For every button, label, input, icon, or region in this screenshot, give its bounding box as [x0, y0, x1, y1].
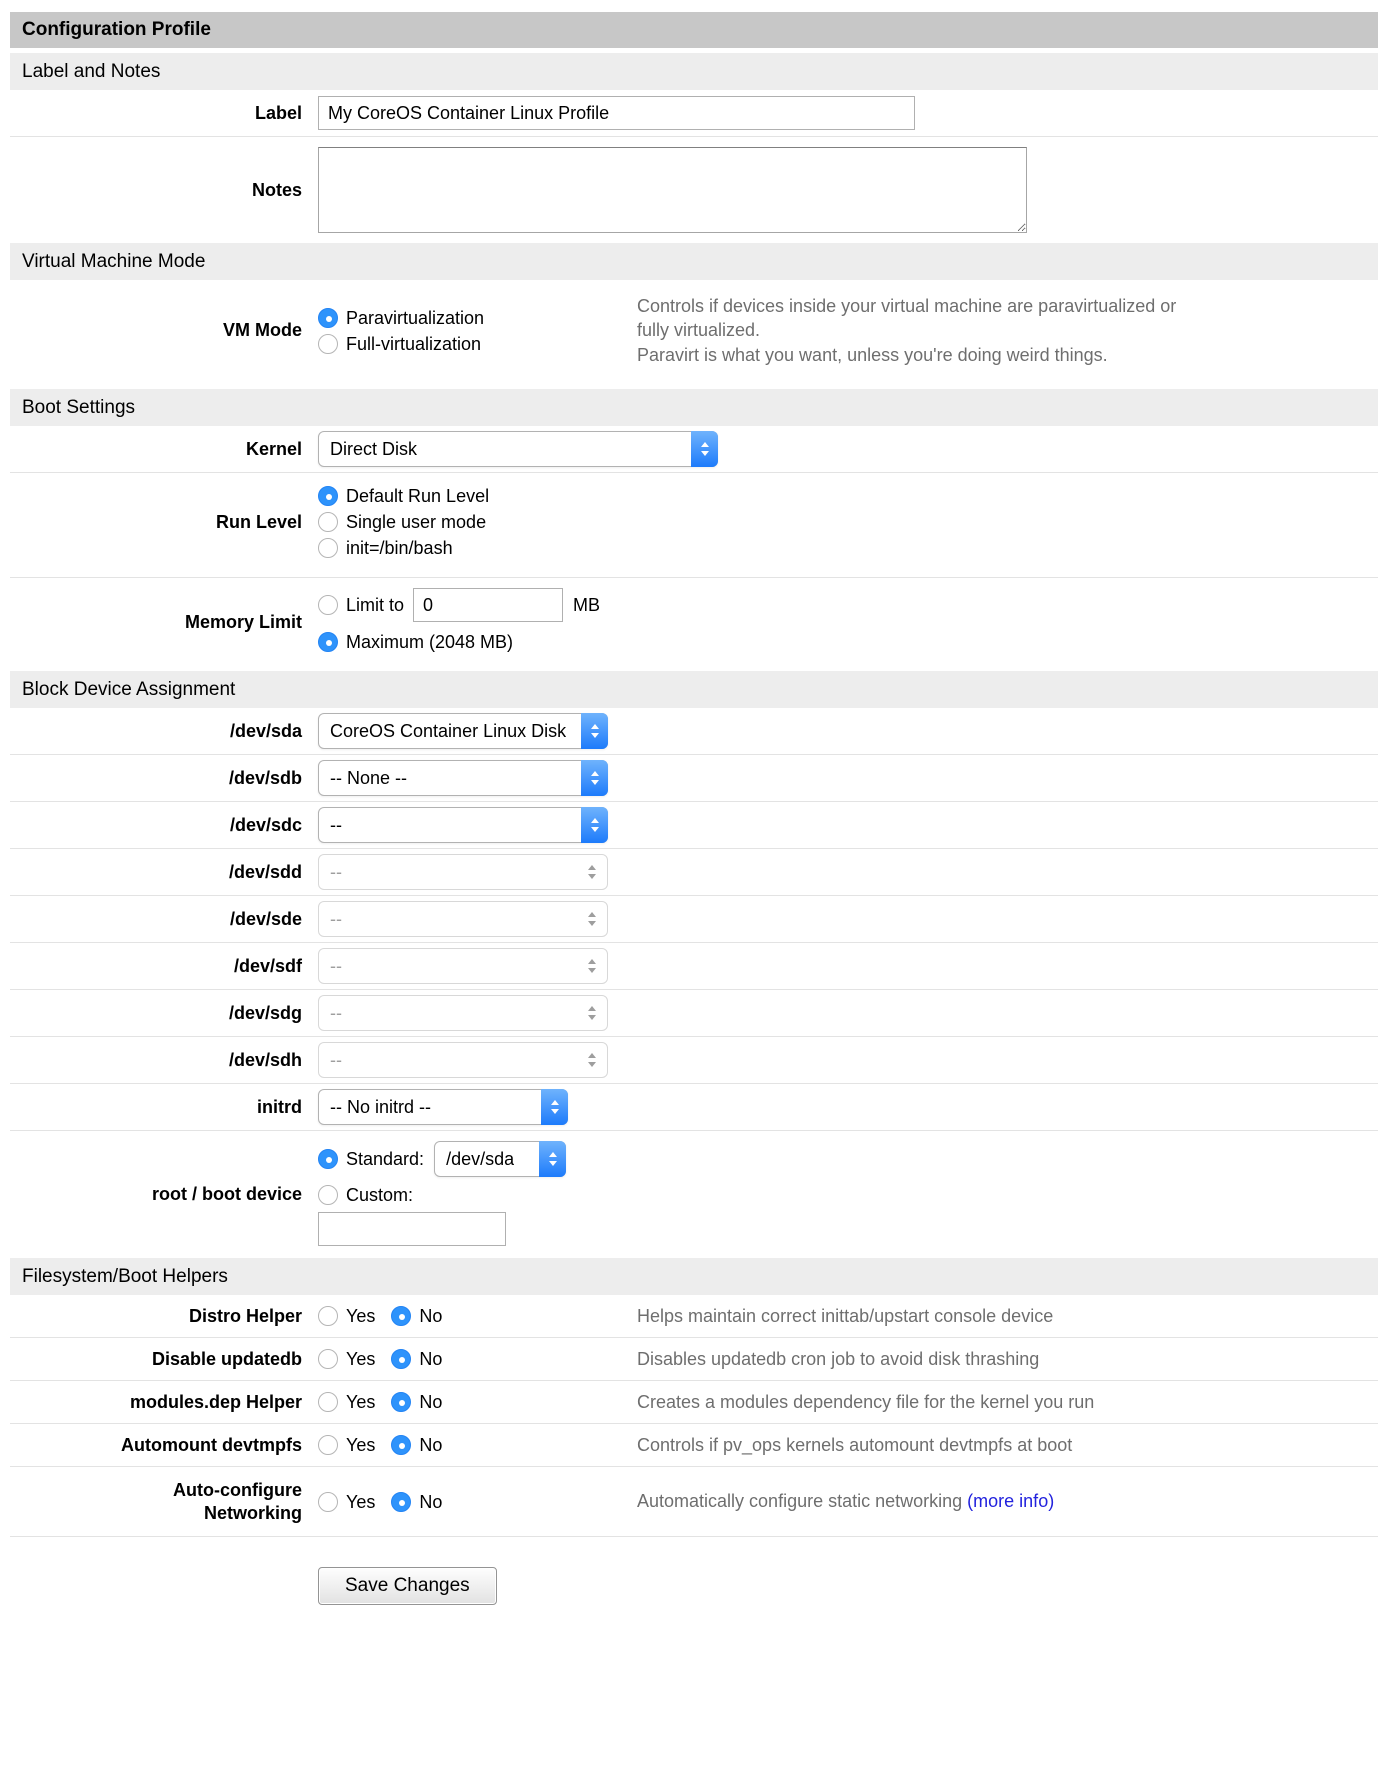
dev-sdh-row	[10, 1037, 1378, 1084]
run-level-single-user-option[interactable]	[318, 509, 486, 535]
dev-sdb-label: /dev/sdb	[228, 768, 302, 789]
notes-row	[10, 137, 1378, 243]
modules-dep-helper-row	[10, 1381, 1378, 1424]
auto-configure-networking-row	[10, 1467, 1378, 1537]
dev-sdc-select[interactable]	[318, 807, 608, 843]
option-label: No	[419, 1491, 443, 1512]
dev-sdc-row	[10, 802, 1378, 849]
root-boot-device-row	[10, 1131, 1378, 1258]
option-label: Yes	[346, 1392, 376, 1413]
option-label: Maximum (2048 MB)	[346, 632, 514, 653]
run-level-row	[10, 473, 1378, 578]
vm-mode-full-virtualization-radio[interactable]	[318, 334, 338, 354]
kernel-select-value: Direct Disk	[330, 438, 418, 459]
automount-devtmpfs-no-option[interactable]	[391, 1432, 442, 1458]
custom-root-device-input[interactable]	[318, 1212, 506, 1246]
vm-mode-paravirtualization-option[interactable]	[318, 305, 484, 331]
dev-sdf-row	[10, 943, 1378, 990]
dev-sdd-select-value: --	[330, 861, 342, 882]
dev-sdd-label: /dev/sdd	[228, 862, 302, 883]
dev-sdd-row	[10, 849, 1378, 896]
automount-devtmpfs-help-text: Controls if pv_ops kernels automount devtmpfs at boot	[637, 1434, 1073, 1455]
option-label: Limit to	[346, 595, 405, 616]
dev-sda-select-value: CoreOS Container Linux Disk	[330, 720, 567, 741]
modules-dep-helper-label: modules.dep Helper	[129, 1392, 302, 1413]
option-label: Yes	[346, 1435, 376, 1456]
label-field-label: Label	[254, 102, 302, 123]
dev-sdb-row	[10, 755, 1378, 802]
kernel-select[interactable]	[318, 431, 718, 467]
dev-sdh-select	[318, 1042, 608, 1078]
option-label: Full-virtualization	[346, 333, 482, 354]
dev-sda-select[interactable]	[318, 713, 608, 749]
standard-device-select[interactable]	[434, 1141, 566, 1177]
save-changes-button[interactable]: Save Changes	[318, 1567, 497, 1605]
automount-devtmpfs-yes-radio[interactable]	[318, 1435, 338, 1455]
dev-sdh-label: /dev/sdh	[228, 1050, 302, 1071]
option-label: Yes	[346, 1306, 376, 1327]
modules-dep-yes-radio[interactable]	[318, 1392, 338, 1412]
dev-sda-row	[10, 708, 1378, 755]
dev-sdg-select-value: --	[330, 1002, 342, 1023]
vm-mode-label: VM Mode	[223, 320, 302, 341]
option-label: Paravirtualization	[346, 307, 485, 328]
label-row	[10, 90, 1378, 137]
chevron-up-down-icon	[581, 807, 608, 843]
section-heading-label-and-notes: Label and Notes	[10, 53, 1378, 90]
disable-updatedb-label: Disable updatedb	[151, 1349, 302, 1370]
page-title: Configuration Profile	[10, 12, 1378, 48]
option-label: init=/bin/bash	[346, 538, 453, 559]
dev-sdc-select-value: --	[330, 814, 342, 835]
memory-limit-unit: MB	[573, 594, 601, 615]
distro-helper-yes-option[interactable]	[318, 1303, 375, 1329]
chevron-up-down-icon	[584, 902, 600, 936]
dev-sdf-label: /dev/sdf	[233, 956, 302, 977]
dev-sdf-select-value: --	[330, 955, 342, 976]
modules-dep-help-text: Creates a modules dependency file for the kernel you run	[637, 1391, 1095, 1412]
option-label: Yes	[346, 1491, 376, 1512]
dev-sdh-select-value: --	[330, 1049, 342, 1070]
help-line: Controls if devices inside your virtual machine are paravirtualized or fully virtualized.	[637, 296, 1177, 341]
auto-configure-networking-help-text	[637, 1491, 1182, 1513]
initrd-label: initrd	[257, 1097, 302, 1118]
help-line: Automatically configure static networking	[637, 1491, 963, 1512]
option-label: Single user mode	[346, 512, 487, 533]
save-row	[10, 1537, 1378, 1611]
automount-devtmpfs-label: Automount devtmpfs	[121, 1435, 302, 1456]
section-heading-filesystem-boot-helpers: Filesystem/Boot Helpers	[10, 1258, 1378, 1295]
dev-sde-row	[10, 896, 1378, 943]
dev-sde-label: /dev/sde	[229, 909, 302, 930]
section-heading-virtual-machine-mode: Virtual Machine Mode	[10, 243, 1378, 280]
kernel-row	[10, 426, 1378, 473]
notes-field-label: Notes	[251, 179, 302, 200]
distro-helper-help-text: Helps maintain correct inittab/upstart console device	[637, 1305, 1054, 1326]
dev-sdb-select-value: -- None --	[330, 767, 408, 788]
dev-sdb-select[interactable]	[318, 760, 608, 796]
distro-helper-no-radio[interactable]	[391, 1306, 411, 1326]
automount-devtmpfs-yes-option[interactable]	[318, 1432, 375, 1458]
option-label: Default Run Level	[346, 486, 490, 507]
memory-limit-to-option[interactable]	[318, 592, 404, 618]
option-label: No	[419, 1435, 443, 1456]
run-level-single-user-radio[interactable]	[318, 512, 338, 532]
option-label: No	[419, 1306, 443, 1327]
root-boot-device-label: root / boot device	[151, 1183, 302, 1204]
memory-limit-input[interactable]	[413, 588, 563, 622]
more-info-link[interactable]: (more info)	[967, 1491, 1055, 1512]
section-heading-boot-settings: Boot Settings	[10, 389, 1378, 426]
kernel-label: Kernel	[245, 439, 302, 460]
disable-updatedb-yes-radio[interactable]	[318, 1349, 338, 1369]
option-label: No	[419, 1392, 443, 1413]
root-custom-option[interactable]	[318, 1182, 413, 1208]
modules-dep-no-radio[interactable]	[391, 1392, 411, 1412]
dev-sdg-label: /dev/sdg	[228, 1003, 302, 1024]
section-heading-block-device-assignment: Block Device Assignment	[10, 671, 1378, 708]
dev-sda-label: /dev/sda	[229, 721, 302, 742]
distro-helper-no-option[interactable]	[391, 1303, 442, 1329]
dev-sde-select-value: --	[330, 908, 342, 929]
chevron-up-down-icon	[691, 431, 718, 467]
memory-limit-row	[10, 578, 1378, 671]
root-custom-radio[interactable]	[318, 1185, 338, 1205]
run-level-init-bash-option[interactable]	[318, 535, 453, 561]
memory-limit-label: Memory Limit	[184, 611, 302, 632]
chevron-up-down-icon	[584, 1043, 600, 1077]
vm-mode-paravirtualization-radio[interactable]	[318, 308, 338, 328]
memory-maximum-option[interactable]	[318, 629, 513, 655]
root-standard-radio[interactable]	[318, 1149, 338, 1169]
chevron-up-down-icon	[584, 855, 600, 889]
dev-sdf-select	[318, 948, 608, 984]
automount-devtmpfs-row	[10, 1424, 1378, 1467]
chevron-up-down-icon	[581, 760, 608, 796]
auto-configure-networking-label: Auto-configure Networking	[173, 1480, 302, 1523]
distro-helper-yes-radio[interactable]	[318, 1306, 338, 1326]
notes-textarea[interactable]	[318, 147, 1027, 233]
chevron-up-down-icon	[584, 949, 600, 983]
dev-sdd-select	[318, 854, 608, 890]
automount-devtmpfs-no-radio[interactable]	[391, 1435, 411, 1455]
option-label: No	[419, 1349, 443, 1370]
chevron-up-down-icon	[541, 1089, 568, 1125]
auto-configure-networking-yes-option[interactable]	[318, 1489, 375, 1515]
standard-device-select-value: /dev/sda	[446, 1148, 515, 1169]
root-standard-option[interactable]	[318, 1146, 424, 1172]
run-level-default-radio[interactable]	[318, 486, 338, 506]
vm-mode-full-virtualization-option[interactable]	[318, 331, 481, 357]
dev-sde-select	[318, 901, 608, 937]
chevron-up-down-icon	[584, 996, 600, 1030]
disable-updatedb-no-radio[interactable]	[391, 1349, 411, 1369]
memory-limit-to-radio[interactable]	[318, 595, 338, 615]
dev-sdg-select	[318, 995, 608, 1031]
disable-updatedb-yes-option[interactable]	[318, 1346, 375, 1372]
chevron-up-down-icon	[539, 1141, 566, 1177]
vm-mode-row	[10, 280, 1378, 389]
help-line: Paravirt is what you want, unless you're doing weird things.	[637, 344, 1108, 365]
distro-helper-row	[10, 1295, 1378, 1338]
distro-helper-label: Distro Helper	[188, 1306, 302, 1327]
dev-sdc-label: /dev/sdc	[229, 815, 302, 836]
disable-updatedb-row	[10, 1338, 1378, 1381]
dev-sdg-row	[10, 990, 1378, 1037]
modules-dep-yes-option[interactable]	[318, 1389, 375, 1415]
disable-updatedb-no-option[interactable]	[391, 1346, 442, 1372]
modules-dep-no-option[interactable]	[391, 1389, 442, 1415]
option-label: Yes	[346, 1349, 376, 1370]
initrd-select[interactable]	[318, 1089, 568, 1125]
option-label: Standard:	[346, 1149, 425, 1170]
run-level-label: Run Level	[215, 512, 302, 533]
initrd-row	[10, 1084, 1378, 1131]
initrd-select-value: -- No initrd --	[330, 1096, 432, 1117]
memory-maximum-radio[interactable]	[318, 632, 338, 652]
disable-updatedb-help-text: Disables updatedb cron job to avoid disk thrashing	[637, 1348, 1040, 1369]
label-input[interactable]	[318, 96, 915, 130]
chevron-up-down-icon	[581, 713, 608, 749]
run-level-init-bash-radio[interactable]	[318, 538, 338, 558]
auto-configure-networking-no-radio[interactable]	[391, 1492, 411, 1512]
run-level-default-option[interactable]	[318, 483, 489, 509]
auto-configure-networking-yes-radio[interactable]	[318, 1492, 338, 1512]
option-label: Custom:	[346, 1185, 414, 1206]
vm-mode-help-text	[637, 294, 1182, 367]
auto-configure-networking-no-option[interactable]	[391, 1489, 442, 1515]
